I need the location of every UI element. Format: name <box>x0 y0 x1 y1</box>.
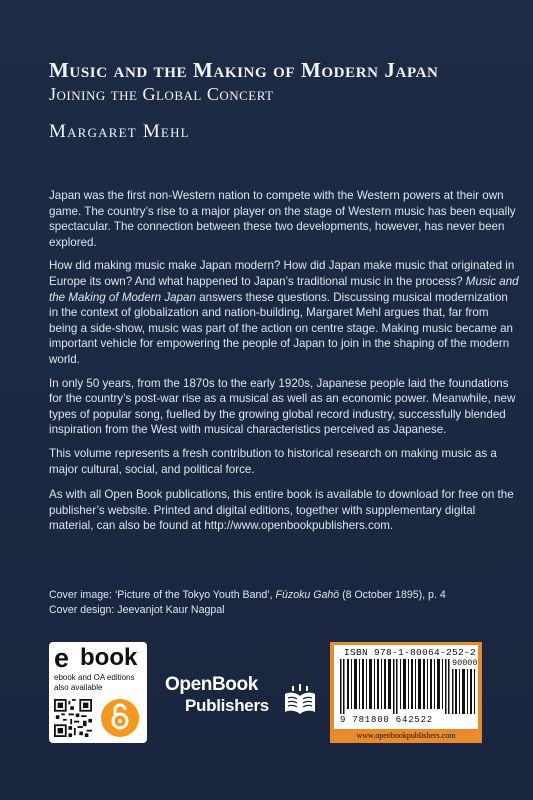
barcode-digits: 9 781800 642522 <box>340 715 434 725</box>
isbn-number: ISBN 978-1-80064-252-2 <box>344 647 477 658</box>
ebook-note: ebook and OA editions also available <box>54 673 135 692</box>
author-name: Margaret Mehl <box>49 121 190 142</box>
blurb-paragraph: This volume represents a fresh contribution to historical research on making music as a major cultural, social, and political force. <box>49 446 497 476</box>
blurb-paragraph: Japan was the first non-Western nation to compete with the Western powers at their own game. The country’s rise to a major player on the stage of Western music has been equally spectacular. The connection between these two developments, however, has never been explored. <box>49 189 516 249</box>
blurb-paragraph: How did making music make Japan modern? How did Japan make music that originated in Europe its own? And what happened to Japan’s traditional music in the process? Music and the Making of Modern Japan answers these questions. Discussing musical modernization in the context of globalization and nation-building, Margaret Mehl argues that, far from being a side-show, music was part of the action on centre stage. Making music became an important vehicle for empowering the people of Japan to join in the shaping of the modern world. <box>49 259 519 366</box>
blurb-text <box>49 188 519 542</box>
book-title-italic: Music and the Making of Modern Japan <box>49 274 519 304</box>
ebook-word: book <box>80 644 138 671</box>
publisher-logo <box>165 674 320 720</box>
ebook-badge <box>49 642 147 743</box>
book-title: Music and the Making of Modern Japan <box>49 58 439 82</box>
book-header <box>49 58 513 143</box>
price-bars-icon <box>452 669 476 714</box>
barcode-label <box>334 645 478 729</box>
open-access-icon <box>101 699 139 737</box>
blurb-paragraph: In only 50 years, from the 1870s to the early 1920s, Japanese people laid the foundations for the country’s post-war rise as a musical as well as an economic power. Meanwhile, new types of popular song, fuelled by the growing global record industry, successfully blended inspiration from the West with musical characteristics perceived as Japanese. <box>49 376 516 437</box>
blurb-paragraph: As with all Open Book publications, this entire book is available to download for free on the publisher’s website. Printed and digital editions, together with supplementary digital material, can also be found at http://www.openbookpublishers.com. <box>49 488 514 533</box>
ebook-e-logo: e <box>54 643 70 673</box>
cover-design-credit: Cover design: Jeevanjot Kaur Nagpal <box>49 604 225 616</box>
qr-code-icon <box>54 699 92 737</box>
price-code: 90000 <box>452 658 478 668</box>
cover-credits <box>49 588 519 618</box>
barcode-bars-icon <box>340 659 450 714</box>
publisher-name-line1: OpenBook <box>165 674 258 695</box>
book-subtitle: Joining the Global Concert <box>49 84 274 104</box>
cover-image-credit: Cover image: ‘Picture of the Tokyo Youth Band’, Fūzoku Gahō (8 October 1895), p. 4 <box>49 589 446 601</box>
publisher-name-line2: Publishers <box>185 696 269 715</box>
open-book-icon <box>283 684 317 716</box>
publisher-url: www.openbookpublishers.com <box>356 731 456 740</box>
isbn-barcode <box>330 642 482 743</box>
